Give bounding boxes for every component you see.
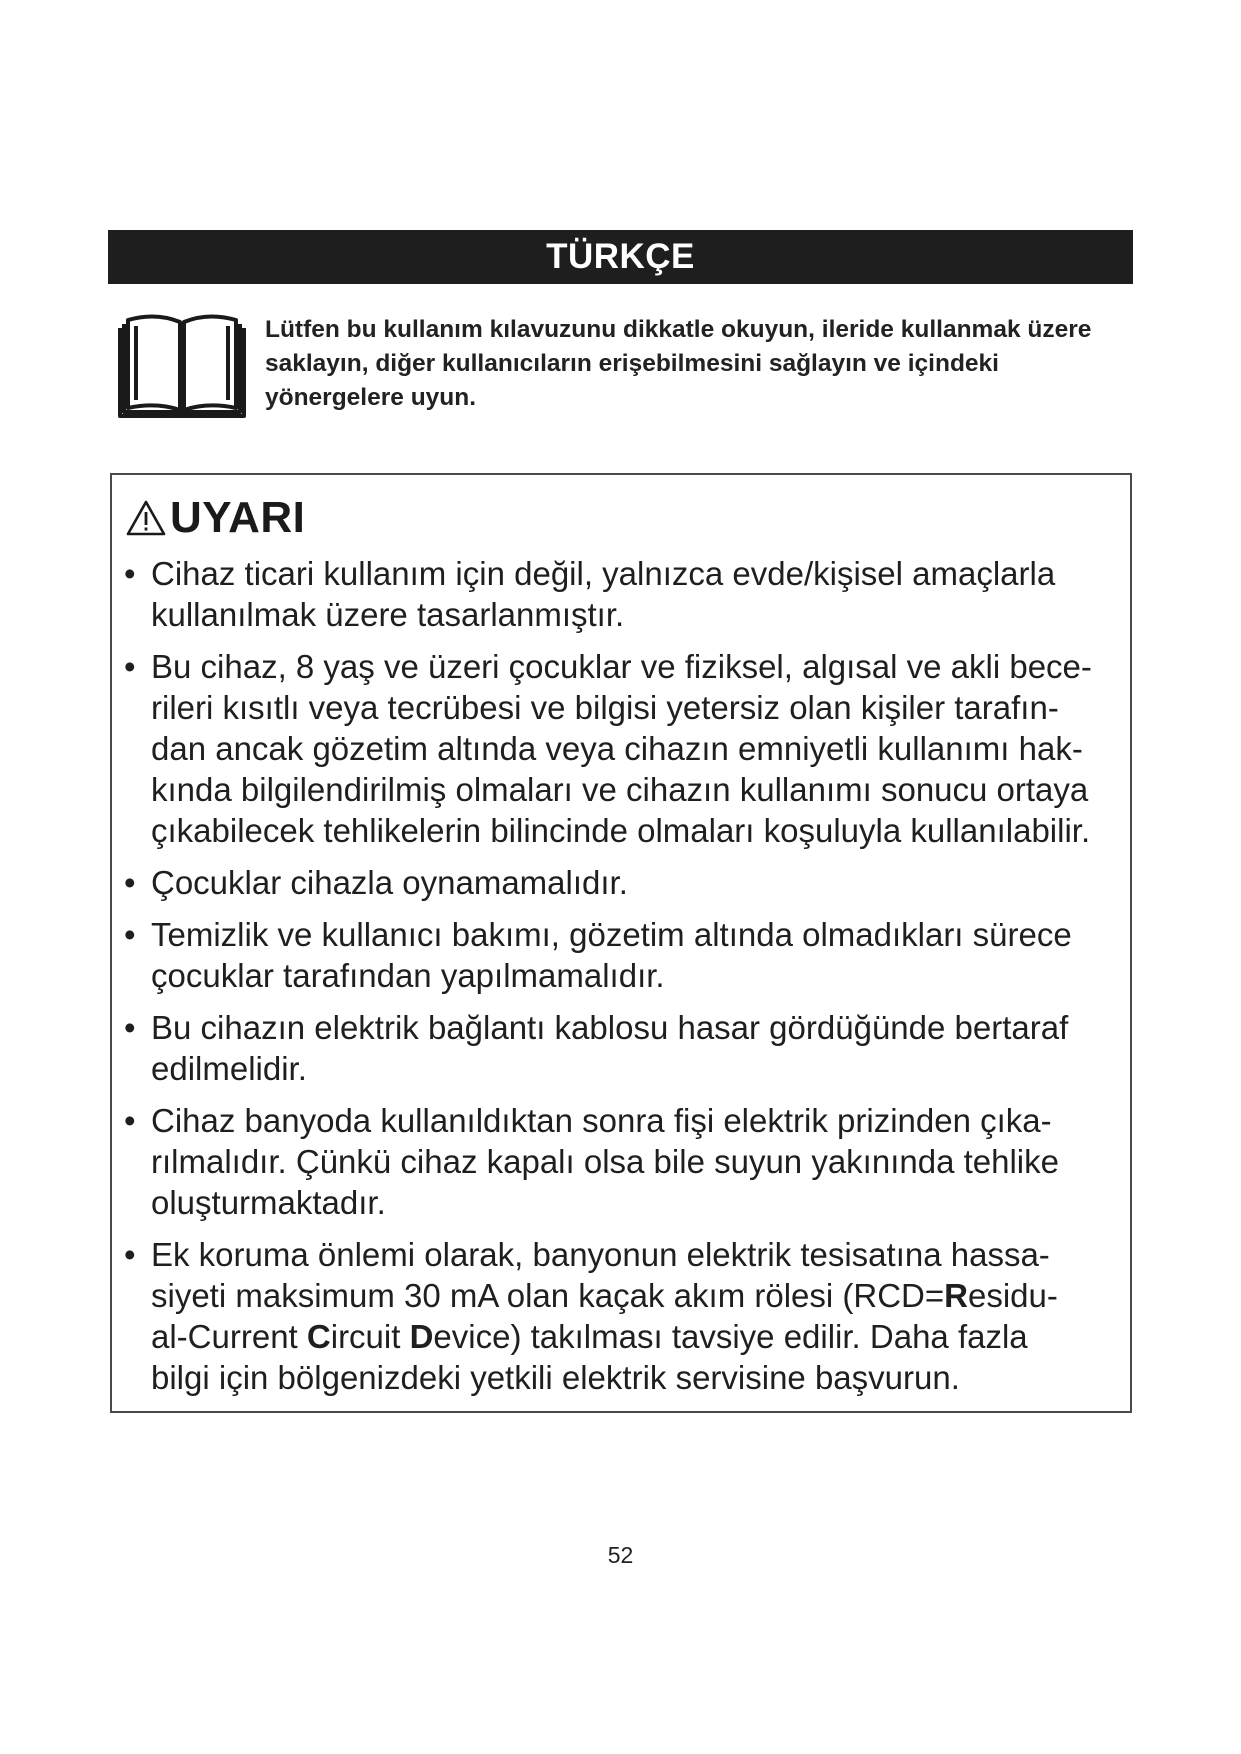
emphasis-letter: R (944, 1277, 968, 1314)
text-segment: esidu- (968, 1277, 1058, 1314)
warning-line: rileri kısıtlı veya tecrübesi ve bilgisi yetersiz olan kişiler tarafın- (151, 689, 1059, 726)
warning-title: UYARI (170, 493, 306, 542)
warning-line: dan ancak gözetim altında veya cihazın emniyetli kullanımı hak- (151, 730, 1083, 767)
bullet: • (124, 555, 136, 592)
warning-line (151, 1316, 1124, 1357)
warning-line: kında bilgilendirilmiş olmaları ve cihazın kullanımı sonucu ortaya (151, 771, 1089, 808)
text-segment: al-Current (151, 1318, 307, 1355)
intro-text (265, 313, 1145, 415)
bullet: • (124, 1236, 136, 1273)
warning-line: Bu cihaz, 8 yaş ve üzeri çocuklar ve fiziksel, algısal ve akli bece- (151, 648, 1092, 685)
warning-line: Cihaz ticari kullanım için değil, yalnızca evde/kişisel amaçlarla (151, 555, 1056, 592)
warning-item (124, 553, 1124, 635)
warning-line: Çocuklar cihazla oynamamalıdır. (151, 864, 628, 901)
warning-line: çıkabilecek tehlikelerin bilincinde olmaları koşuluyla kullanılabilir. (151, 812, 1091, 849)
intro-line: yönergelere uyun. (265, 384, 477, 411)
text-segment: ircuit (330, 1318, 410, 1355)
warning-item (124, 1007, 1124, 1089)
warning-item (124, 862, 1124, 903)
warning-item (124, 914, 1124, 996)
open-book-icon (116, 306, 248, 420)
warning-line: Bu cihazın elektrik bağlantı kablosu hasar gördüğünde bertaraf (151, 1009, 1069, 1046)
language-title: TÜRKÇE (546, 237, 695, 276)
intro-section (108, 306, 1133, 426)
warning-triangle-icon (126, 500, 166, 536)
intro-line: Lütfen bu kullanım kılavuzunu dikkatle okuyun, ileride kullanmak üzere (265, 316, 1092, 343)
warning-header (126, 491, 305, 545)
warning-line (151, 1357, 1124, 1398)
warning-line (151, 1234, 1124, 1275)
warning-line (151, 1275, 1124, 1316)
bullet: • (124, 648, 136, 685)
warning-line: çocuklar tarafından yapılmamalıdır. (151, 957, 665, 994)
warning-item (124, 1100, 1124, 1223)
language-header-bar (108, 230, 1133, 284)
warning-line: kullanılmak üzere tasarlanmıştır. (151, 596, 625, 633)
emphasis-letter: D (409, 1318, 434, 1355)
emphasis-letter: C (306, 1318, 331, 1355)
text-segment: bilgi için bölgenizdeki yetkili elektrik servisine başvurun. (151, 1359, 960, 1396)
warning-item (124, 646, 1124, 851)
warning-line: Cihaz banyoda kullanıldıktan sonra fişi elektrik prizinden çıka- (151, 1102, 1052, 1139)
warning-item-rcd (124, 1234, 1124, 1398)
bullet: • (124, 864, 136, 901)
bullet: • (124, 1009, 136, 1046)
page-number: 52 (607, 1542, 634, 1568)
intro-line: saklayın, diğer kullanıcıların erişebilmesini sağlayın ve içindeki (265, 350, 999, 377)
warning-box (110, 473, 1132, 1413)
warning-line: oluşturmaktadır. (151, 1184, 386, 1221)
warning-line: edilmelidir. (151, 1050, 307, 1087)
text-segment: evice) takılması tavsiye edilir. Daha fazla (433, 1318, 1028, 1355)
text-segment: Ek koruma önlemi olarak, banyonun elektrik tesisatına hassa- (151, 1236, 1050, 1273)
text-segment: siyeti maksimum 30 mA olan kaçak akım rölesi (RCD= (151, 1277, 945, 1314)
warning-line: Temizlik ve kullanıcı bakımı, gözetim altında olmadıkları sürece (151, 916, 1072, 953)
bullet: • (124, 916, 136, 953)
bullet: • (124, 1102, 136, 1139)
warning-list (124, 553, 1124, 1409)
warning-line: rılmalıdır. Çünkü cihaz kapalı olsa bile suyun yakınında tehlike (151, 1143, 1059, 1180)
